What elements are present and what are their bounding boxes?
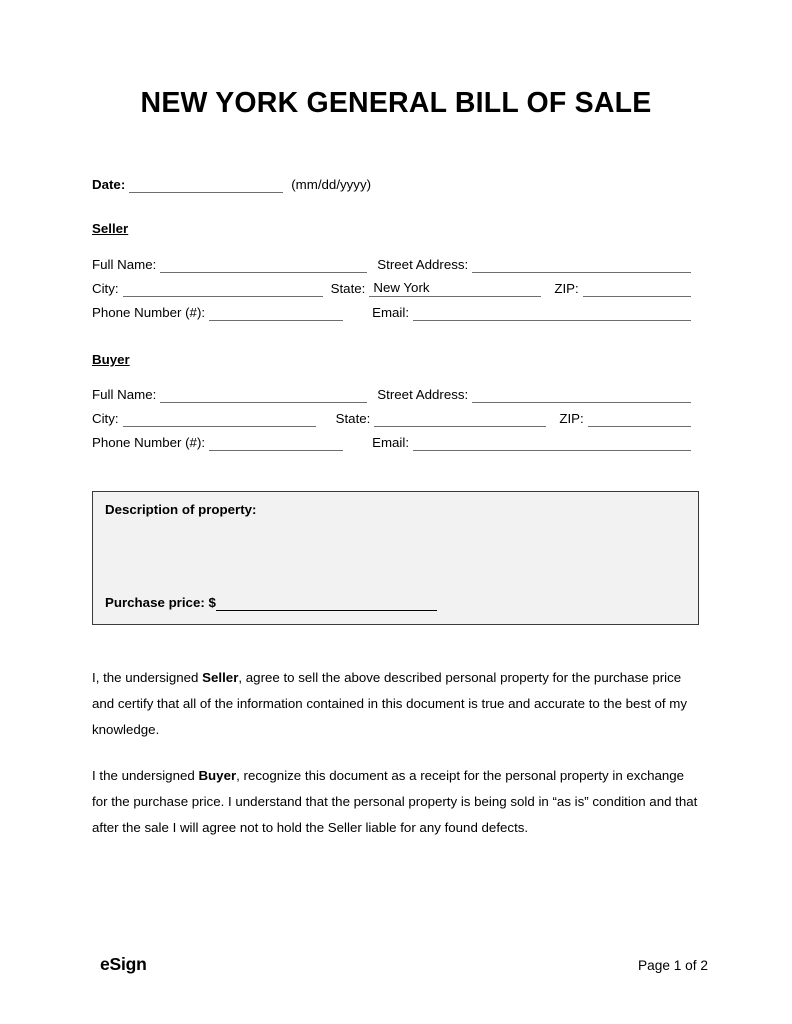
buyer-section-heading: Buyer [92,352,130,367]
seller-clause [92,665,703,743]
buyer-city-label: City: [92,411,119,426]
buyer-clause [92,763,703,841]
buyer-full-name-label: Full Name: [92,387,157,402]
seller-section-heading: Seller [92,221,129,236]
purchase-price-label: Purchase price: $ [105,595,216,610]
seller-zip-label: ZIP: [554,281,579,296]
seller-phone-label: Phone Number (#): [92,305,206,320]
seller-clause-emphasis: Seller [202,670,239,685]
esign-brand-logo: eSign [100,954,147,974]
buyer-city-field[interactable] [123,409,316,427]
seller-zip-field[interactable] [583,279,691,297]
seller-name-address-row [92,254,691,273]
date-field[interactable] [129,175,283,193]
seller-city-state-zip-row [92,278,691,297]
page-title: NEW YORK GENERAL BILL OF SALE [140,87,652,119]
seller-city-label: City: [92,281,119,296]
seller-street-address-field[interactable] [472,255,691,273]
date-label: Date: [92,177,126,192]
seller-phone-field[interactable] [209,303,343,321]
seller-state-label: State: [330,281,366,296]
buyer-email-field[interactable] [413,433,691,451]
description-of-property-field[interactable] [105,517,686,592]
property-description-box [92,491,699,625]
seller-clause-prefix: I, the undersigned [92,670,203,685]
buyer-street-address-label: Street Address: [377,387,469,402]
seller-state-field[interactable]: New York [369,279,541,297]
buyer-clause-suffix: , recognize this document as a receipt for the personal property in exchange for the purchase price. I understand that the personal property is being sold in “as is” condition and that after the sale I will agree not to hold the Seller liable for any found defects. [92,768,698,835]
seller-email-field[interactable] [413,303,691,321]
buyer-phone-label: Phone Number (#): [92,435,206,450]
buyer-state-label: State: [335,411,371,426]
buyer-clause-emphasis: Buyer [198,768,237,783]
purchase-price-row [105,592,686,611]
seller-phone-email-row [92,302,691,321]
buyer-email-label: Email: [372,435,410,450]
buyer-phone-email-row [92,432,691,451]
buyer-street-address-field[interactable] [472,385,691,403]
seller-email-label: Email: [372,305,410,320]
buyer-zip-field[interactable] [588,409,691,427]
buyer-state-field[interactable] [374,409,546,427]
seller-full-name-label: Full Name: [92,257,157,272]
seller-clause-suffix: , agree to sell the above described personal property for the purchase price and certify that all of the information contained in this document is true and accurate to the best of my knowledge. [92,670,687,737]
purchase-price-field[interactable] [216,593,437,611]
date-row [92,174,691,193]
buyer-city-state-zip-row [92,408,691,427]
page-indicator: Page 1 of 2 [637,958,708,973]
buyer-full-name-field[interactable] [160,385,367,403]
buyer-zip-label: ZIP: [559,411,584,426]
buyer-clause-prefix: I the undersigned [92,768,199,783]
date-format-hint: (mm/dd/yyyy) [291,177,372,192]
seller-full-name-field[interactable] [160,255,367,273]
description-of-property-label: Description of property: [105,502,257,517]
seller-city-field[interactable] [123,279,323,297]
buyer-name-address-row [92,384,691,403]
buyer-phone-field[interactable] [209,433,343,451]
seller-street-address-label: Street Address: [377,257,469,272]
